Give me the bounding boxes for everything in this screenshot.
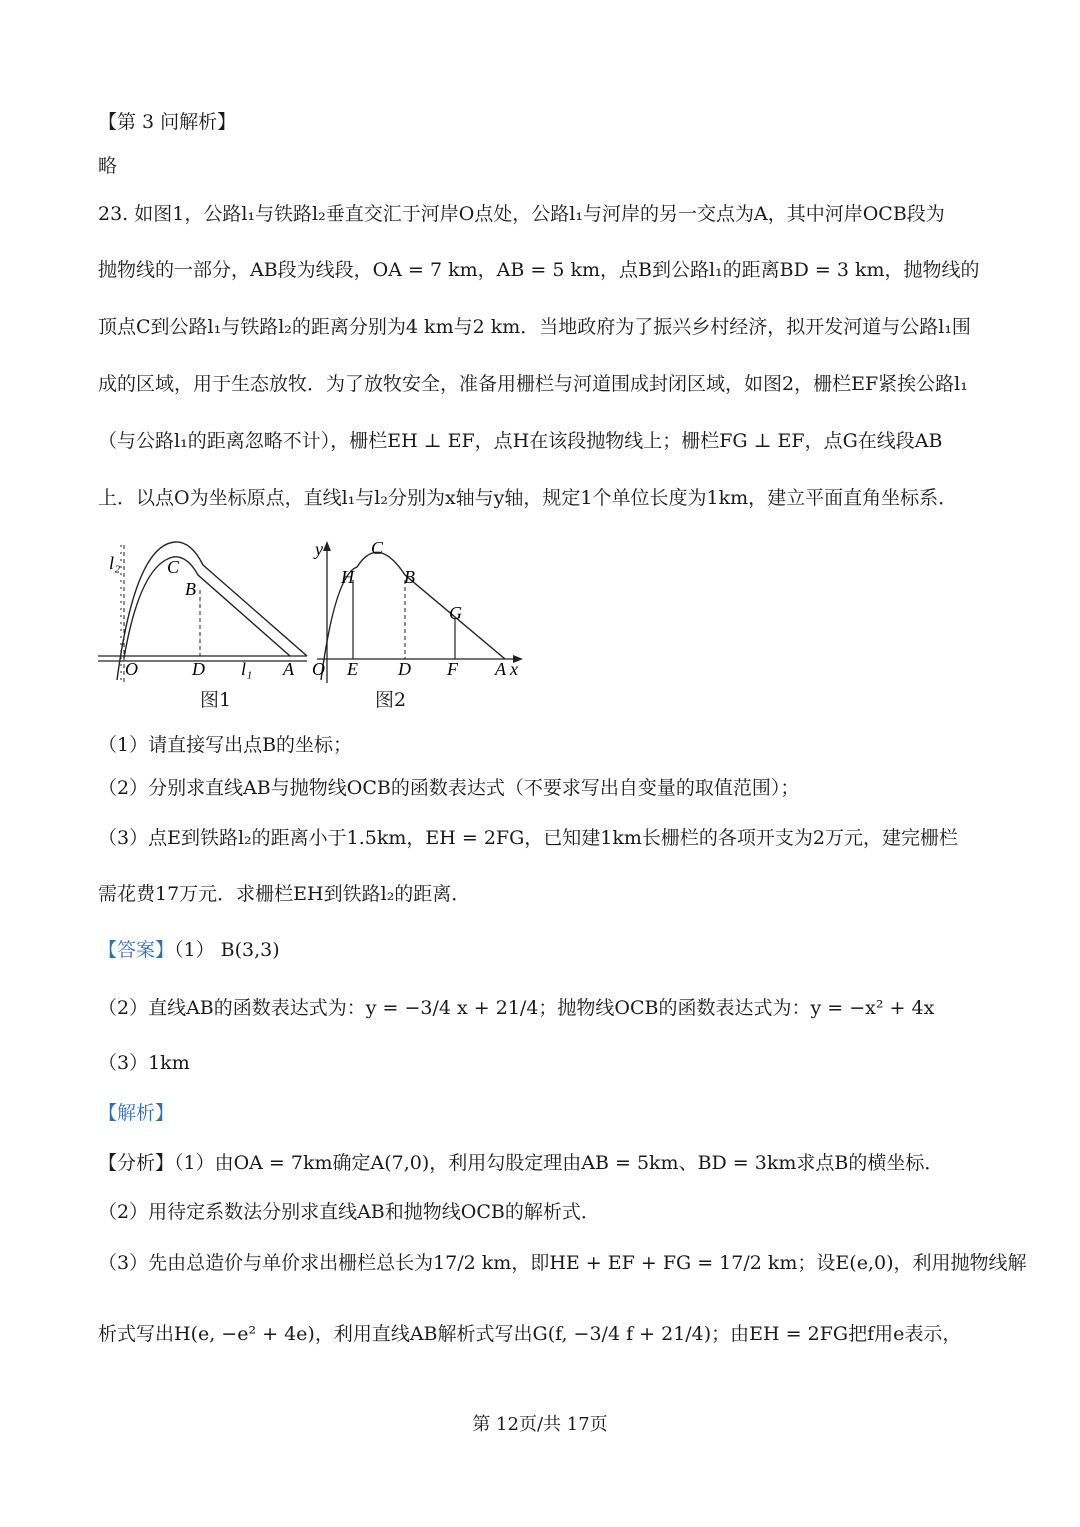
fig2-label-y: y — [315, 539, 323, 559]
fig1-label-A: A — [283, 659, 294, 679]
analysis-line-3: （3）先由总造价与单价求出栅栏总长为17/2 km，即HE + EF + FG = 17/2 km；设E(e,0)，利用抛物线解 — [98, 1252, 1027, 1274]
fig2-label-F: F — [447, 659, 458, 679]
question-1: （1）请直接写出点B的坐标； — [98, 734, 353, 756]
fig1-label-l2: l₂ — [109, 553, 121, 573]
fig2-label-D: D — [398, 659, 411, 679]
fig2-label-C: C — [371, 538, 384, 558]
answer-1: （1） B(3,3) — [174, 939, 280, 961]
problem-line-2: 抛物线的一部分，AB段为线段，OA = 7 km，AB = 5 km，点B到公路l₁的距离BD = 3 km，抛物线的 — [98, 259, 980, 281]
answer-3: （3）1km — [98, 1052, 190, 1074]
analysis-line-2: （2）用待定系数法分别求直线AB和抛物线OCB的解析式． — [98, 1201, 600, 1223]
section-heading: 【第 3 问解析】 — [98, 111, 237, 133]
fig2-label-A: A — [495, 659, 506, 679]
fig2-label-E: E — [347, 659, 358, 679]
section-body: 略 — [98, 155, 118, 177]
figures — [95, 535, 535, 711]
problem-line-6: 上．以点O为坐标原点，直线l₁与l₂分别为x轴与y轴，规定1个单位长度为1km，建立平面直角坐标系． — [98, 487, 958, 509]
figure-diagrams — [95, 535, 535, 685]
problem-line-4: 成的区域，用于生态放牧．为了放牧安全，准备用栅栏与河道围成封闭区域，如图2，栅栏EF紧挨公路l₁ — [98, 373, 968, 395]
page-footer: 第 12页/共 17页 — [472, 1414, 608, 1435]
fig2-label-O: O — [312, 659, 325, 679]
fig2-label-x: x — [510, 659, 518, 679]
figure-1-caption: 图1 — [200, 689, 232, 711]
fig1-label-O: O — [125, 659, 138, 679]
fig1-label-C: C — [167, 557, 180, 577]
fig1-label-B: B — [185, 579, 196, 599]
problem-line-5: （与公路l₁的距离忽略不计），栅栏EH ⊥ EF，点H在该段抛物线上；栅栏FG ⊥ EF，点G在线段AB — [98, 430, 943, 452]
question-3-line-2: 需花费17万元．求栅栏EH到铁路l₂的距离． — [98, 883, 471, 905]
figure-1-diagram — [98, 542, 307, 683]
fig2-label-G: G — [449, 603, 462, 623]
fig1-label-l1: l₁ — [241, 659, 253, 679]
question-2: （2）分别求直线AB与抛物线OCB的函数表达式（不要求写出自变量的取值范围）； — [98, 777, 800, 799]
fig2-label-B: B — [404, 567, 415, 587]
problem-line-3: 顶点C到公路l₁与铁路l₂的距离分别为4 km与2 km．当地政府为了振兴乡村经济，拟开发河道与公路l₁围 — [98, 316, 971, 338]
fig2-label-H: H — [341, 567, 354, 587]
analysis-line-4: 析式写出H(e, −e² + 4e)，利用直线AB解析式写出G(f, −3/4 f + 21/4)；由EH = 2FG把f用e表示， — [98, 1323, 962, 1345]
analysis-tag: 【解析】 — [98, 1102, 175, 1124]
problem-line-1: 23. 如图1，公路l₁与铁路l₂垂直交汇于河岸O点处，公路l₁与河岸的另一交点为A，其中河岸OCB段为 — [98, 203, 945, 225]
answer-tag: 【答案】 — [98, 939, 175, 961]
answer-2: （2）直线AB的函数表达式为：y = −3/4 x + 21/4；抛物线OCB的函数表达式为：y = −x² + 4x — [98, 997, 935, 1019]
figure-2-diagram — [312, 538, 523, 683]
fig1-label-D: D — [192, 659, 205, 679]
analysis-line-1: 【分析】（1）由OA = 7km确定A(7,0)，利用勾股定理由AB = 5km、BD = 3km求点B的横坐标． — [98, 1152, 944, 1174]
figure-2-caption: 图2 — [375, 689, 407, 711]
answer-line-1 — [98, 936, 982, 964]
question-3-line-1: （3）点E到铁路l₂的距离小于1.5km，EH = 2FG，已知建1km长栅栏的各项开支为2万元，建完栅栏 — [98, 827, 958, 849]
